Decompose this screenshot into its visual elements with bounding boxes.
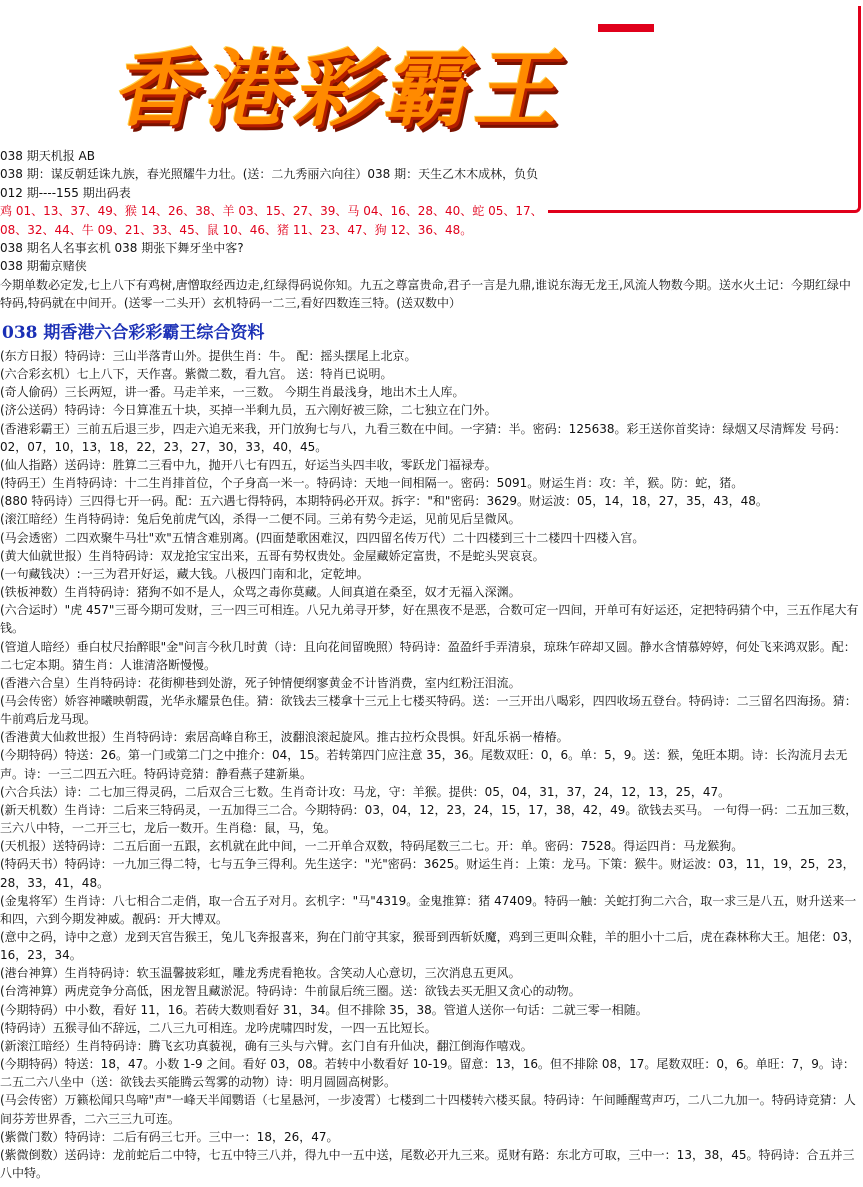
entry-paragraph: (一句藏钱决）:一三为君开好运，藏大钱。八极四门南和北，定乾坤。 <box>0 566 369 581</box>
entries-list <box>0 347 860 1182</box>
top-line: 012 期----155 期出码表 <box>0 185 131 200</box>
entry-paragraph: (香港黄大仙救世报）生肖特码诗：索居高峰自称王，波翻浪滚起旋风。推古拉朽众畏惧。奸乱乐祸一椿椿。 <box>0 730 569 745</box>
intro-paragraph: 今期单数必定发,七上八下有鸡树,唐憎取经西边走,红绿得码说你知。九五之尊富贵命,君子一言是九鼎,谁说东海无龙王,风流人物数今期。送水火土记：今期红绿中特码,特码就在中间开。(送零一二头开）玄机特码一二三,看好四数连三特。(送双数中） <box>0 277 851 310</box>
entry-paragraph: (特码王）生肖特码诗：十二生肖排首位，个子身高一米一。特码诗：天地一间相隔一。密码：5091。财运生肖：攻：羊，猴。防：蛇，猪。 <box>0 476 744 491</box>
banner <box>0 0 863 148</box>
zodiac-number-line: 鸡 01、13、37、49、猴 14、26、38、羊 03、15、27、39、马 04、16、28、40、蛇 05、17、 <box>0 204 543 219</box>
top-line: 038 期名人名事玄机 038 期张下舞牙坐中客? <box>0 241 244 256</box>
top-block <box>0 147 863 312</box>
entry-paragraph: (紫微门数）特码诗：二后有码三七开。三中一：18，26，47。 <box>0 1129 339 1144</box>
entry-paragraph: (新天机数）生肖诗：二后来三特码灵，一五加得三二合。今期特码：03，04，12，23，24，15，17，38，42，49。欲钱去买马。 一句得一码：二五加三数，三六八中特，一二开三七，龙后一数开。生肖稳：鼠，马，兔。 <box>0 802 858 836</box>
entry-paragraph: (马会传密）娇容神曦映朝霞，光华永耀景色佳。猜：欲钱去三楼拿十三元上七楼买特码。送：一三开出八喝彩，四四收场五登台。特码诗：二三留名四海扬。猜：牛前鸡后龙马现。 <box>0 693 857 727</box>
banner-title: 香港彩霸王 <box>108 39 580 138</box>
entry-paragraph: (港台神算）生肖特码诗：软玉温馨披彩虹，雕龙秀虎看艳妆。含笑动人心意切，三次消息五更风。 <box>0 966 521 981</box>
entry-paragraph: (今期特码）特送：18，47。小数 1-9 之间。看好 03，08。若转中小数看好 10-19。留意：13，16。但不排除 08，17。尾数双旺：0，6。单旺：7，9。诗：二五二六八坐中（送：欲钱去买能腾云驾雾的动物）诗：明月圆圆高树影。 <box>0 1057 855 1090</box>
entry-paragraph: (天机报）送特码诗：二五后面一五跟，玄机就在此中间，一二开单合双数，特码尾数三二七。开：单。密码：7528。得运四肖：马龙猴狗。 <box>0 839 744 854</box>
entry-paragraph: (六合运时）"虎 457"三哥今期可发财，三一四三可相连。八兄九弟寻开梦，好在黑夜不是恶，合数可定一四间，开单可有好运还，定把特码猜个中，三五作尾大有钱。 <box>0 603 859 636</box>
entry-paragraph: (金鬼将军）生肖诗：八七相合二走俏，取一合五子对月。玄机字："马"4319。金鬼推算：猪 47409。特码一触：关蛇打狗二六合，取一求三是八五，财升送来一和四，六到今期发神威。靓码：开大博双。 <box>0 893 857 926</box>
entry-paragraph: (特码天书）特码诗：一九加三得二特，七与五争三得利。先生送字："光"密码：3625。财运生肖：上策：龙马。下策：猴牛。财运波：03，11，19，25，23，28，33，41，48。 <box>0 857 855 890</box>
section-title: 038 期香港六合彩彩霸王综合资料 <box>2 323 265 343</box>
entry-paragraph: (880 特码诗）三四得七开一码。配：五六遇七得特码，本期特码必开双。拆字："和"密码：3629。财运波：05，14，18，27，35，43，48。 <box>0 494 768 509</box>
entry-paragraph: (新滚江暗经）生肖特码诗：腾飞玄功真藐视，确有三头与六臂。玄门自有升仙决，翻江倒海作嘻戏。 <box>0 1038 533 1053</box>
entry-paragraph: (黄大仙就世报）生肖特码诗：双龙抢宝宝出来，五哥有势权贵处。金屋藏娇定富贵，不是蛇头哭哀哀。 <box>0 548 545 563</box>
entry-paragraph: (台湾神算）两虎竞争分高低，困龙智且藏淤泥。特码诗：牛前鼠后统三圈。送：欲钱去买无胆又贪心的动物。 <box>0 984 581 999</box>
entry-paragraph: (意中之码，诗中之意）龙到天宫告猴王，兔儿飞奔报喜来，狗在门前守其家，猴哥到西斩妖魔，鸡到三更叫众鞋，羊的胆小十二后，虎在森林称大王。旭佬：03，16，23，34。 <box>0 930 860 963</box>
red-tab-decoration <box>598 24 654 32</box>
top-line: 038 期葡京赌侠 <box>0 259 87 274</box>
entry-paragraph: (今期特码）中小数，看好 11，16。若砖大数则看好 31，34。但不排除 35，38。管道人送你一句话：二就三零一相随。 <box>0 1002 648 1017</box>
entry-paragraph: (今期特码）特送：26。第一门或第二门之中推介：04，15。若转第四门应注意 35，36。尾数双旺：0，6。单：5，9。送：猴，兔旺本期。诗：长沟流月去无声。诗：一三二四五六旺。特码诗竞猜：静看燕子建新巢。 <box>0 748 848 781</box>
entry-paragraph: (马会传密）万籁松闻只鸟啼"声"一峰天半闻鹦语（七星悬河，一步凌霄）七楼到二十四楼转六楼买鼠。特码诗：午间睡醒莺声巧，二八二九加一。特码诗竞猜：人间芬芳世界香，二六三三九可连。 <box>0 1093 856 1126</box>
entry-paragraph: (仙人指路）送码诗：胜算二三看中九，抛开八七有四五，好运当头四丰收，零跃龙门福禄寿。 <box>0 457 497 472</box>
top-line: 038 期：谋反朝廷诛九族，春光照耀牛力壮。(送：二九秀丽六向往）038 期：天生乙木木成林，负负 <box>0 167 539 182</box>
zodiac-number-line: 08、32、44、牛 09、21、33、45、鼠 10、46、猪 11、23、47、狗 12、36、48。 <box>0 222 473 237</box>
top-line: 038 期天机报 AB <box>0 149 95 163</box>
entry-paragraph: (六合兵法）诗：二七加三得灵码，二后双合三七数。生肖奇计攻：马龙，守：羊猴。提供：05，04，31，37，24，12，13，25，47。 <box>0 784 731 799</box>
entry-paragraph: (管道人暗经）垂白杖尺抬醉眼"金"问言今秋几时黄（诗：且向花间留晚照）特码诗：盈盈纤手弄清泉，琼珠乍碎却又圆。静水含情慕婷婷，何处飞来鸿双影。配：二七定本期。猜生肖：人谁清洛断慢慢。 <box>0 639 856 672</box>
entry-paragraph: (特码诗）五猴寻仙不辞远，二八三九可相连。龙吟虎啸四时发，一四一五比短长。 <box>0 1020 437 1035</box>
entry-paragraph: (紫微倒数）送码诗：龙前蛇后二中特，七五中特三八并，得九中一五中送，尾数必开九三来。觅财有路：东北方可取，三中一：13，38，45。特码诗：合五并三八中特。 <box>0 1147 855 1181</box>
entry-paragraph: (滚江暗经）生肖特码诗：兔后免前虎气凶，杀得一二便不同。三弟有势今走运，见前见后呈微风。 <box>0 512 521 527</box>
entry-paragraph: (香港彩霸王）三前五后退三步，四走六追无来我，开门放狗七与八，九看三数在中间。一字猜：半。密码：125638。彩王送你首奖诗：绿烟又尽清辉发 号码：02，07，10，13，18，22，23，27，30，33，40，45。 <box>0 421 847 454</box>
entry-paragraph: (济公送码）特码诗：今日算准五十块，买掉一半剩九员，五六刚好被三除，二七独立在门外。 <box>0 403 497 418</box>
entry-paragraph: (马会透密）二四欢聚牛马壮"欢"五情含难别离。(四面楚歌困难汉，四四留名传万代）二十四楼到三十二楼四十四楼入宫。 <box>0 530 645 545</box>
entry-paragraph: (铁板神数）生肖特码诗：猪狗不如不是人，众骂之毒你莫藏。人间真道在桑至，奴才无福入深渊。 <box>0 585 521 600</box>
entry-paragraph: (六合彩玄机）七上八下，天作喜。紫微二数，看九宫。 送：特肖已说明。 <box>0 367 393 382</box>
entry-paragraph: (东方日报）特码诗：三山半落青山外。提供生肖：牛。 配：摇头摆尾上北京。 <box>0 349 417 363</box>
entry-paragraph: (奇人偷码）三长两短，讲一番。马走羊来，一三数。 今期生肖最浅身，地出木土人库。 <box>0 385 465 400</box>
entry-paragraph: (香港六合皇）生肖特码诗：花街柳巷到处游，死子钟情便纲寥黄金不计皆消费，室内红粉汪泪流。 <box>0 675 521 690</box>
